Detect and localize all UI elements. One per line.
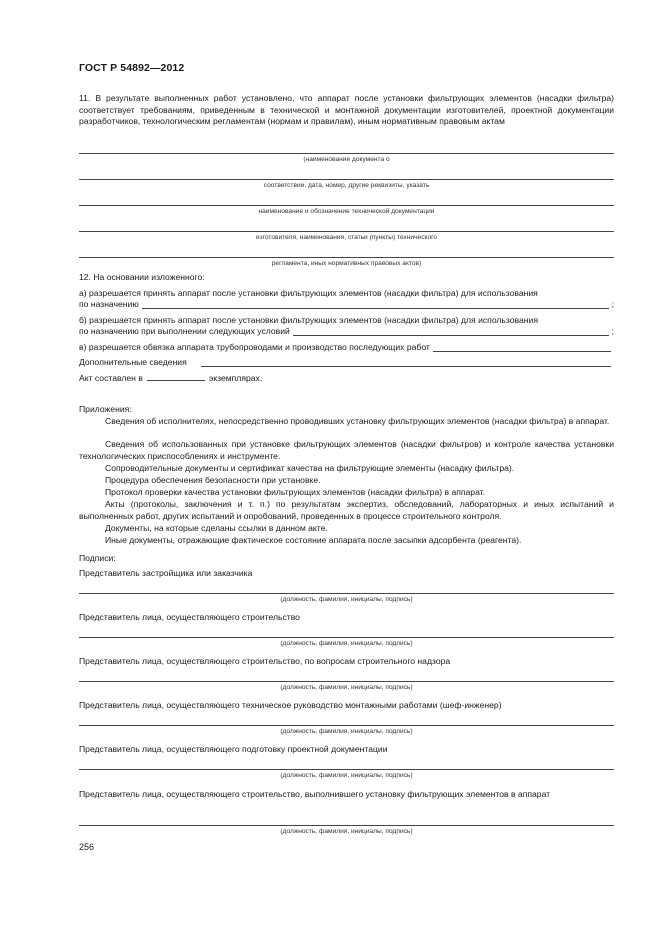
item-b-line2 — [79, 326, 614, 338]
appendix-title: Приложения: — [79, 404, 132, 414]
fill-line — [433, 351, 611, 352]
item-12-heading: 12. На основании изложенного: — [79, 272, 205, 282]
signature-line — [79, 725, 614, 726]
signature-line — [79, 769, 614, 770]
signature-caption: (должность, фамилия, инициалы, подпись) — [280, 640, 413, 647]
signature-line — [79, 593, 614, 594]
field-caption: изготовителя, наименования, статьи (пункты) технического — [255, 234, 438, 241]
page-number: 256 — [79, 842, 95, 852]
fill-line — [79, 153, 614, 154]
signer-label: Представитель лица, осуществляющего строительство — [79, 612, 300, 622]
signature-caption: (должность, фамилия, инициалы, подпись) — [280, 684, 413, 691]
signature-line — [79, 637, 614, 638]
semicolon: ; — [611, 326, 614, 336]
signature-line — [79, 681, 614, 682]
appendix-item: Процедура обеспечения безопасности при установке. — [105, 475, 321, 485]
act-copies-row — [79, 373, 614, 385]
item-a-label: по назначению — [79, 299, 139, 309]
fill-line — [79, 231, 614, 232]
act-copies-prefix: Акт составлен в — [79, 373, 143, 383]
item-v-row — [79, 342, 614, 354]
appendix-item: Сопроводительные документы и сертификат качества на фильтрующие элементы (насадку фильтра). — [105, 463, 515, 473]
signature-caption: (должность, фамилия, инициалы, подпись) — [280, 728, 413, 735]
field-caption: соответствии, дата, номер, другие реквизиты, указать — [263, 182, 430, 189]
fill-line — [142, 308, 609, 309]
appendix-item: Акты (протоколы, заключения и т. п.) по результатам экспертиз, обследований, лабораторных и иных испытаний и выполненных работ, других испытаний и опробований, проведенных в процессе строительного контроля. — [79, 499, 614, 521]
item-v-label: в) разрешается обвязка аппарата трубопроводами и производство последующих работ — [79, 342, 430, 352]
item-b-line1: б) разрешается принять аппарат после установки фильтрующих элементов (насадки фильтра) для использования — [79, 315, 538, 325]
item-a-line2 — [79, 299, 614, 311]
signature-caption: (должность, фамилия, инициалы, подпись) — [280, 596, 413, 603]
fill-line — [147, 380, 205, 381]
field-caption: (наименование документа о — [303, 156, 390, 163]
signer-label: Представитель лица, осуществляющего техническое руководство монтажными работами (шеф-инженер) — [79, 700, 502, 710]
signature-line — [79, 825, 614, 826]
item-a-line1: а) разрешается принять аппарат после установки фильтрующих элементов (насадки фильтра) для использования — [79, 288, 538, 298]
field-caption: наименование и обозначение технической документации — [258, 208, 435, 215]
extra-info-label: Дополнительные сведения — [79, 357, 187, 367]
fill-line — [79, 179, 614, 180]
appendix-item: Документы, на которые сделаны ссылки в данном акте. — [105, 523, 328, 533]
signer-label: Представитель лица, осуществляющего строительство, выполнившего установку фильтрующих элементов в аппарат — [79, 789, 551, 799]
extra-info-row — [79, 357, 614, 369]
item-b-label: по назначению при выполнении следующих условий — [79, 326, 290, 336]
fill-line — [201, 366, 611, 367]
signer-label: Представитель лица, осуществляющего подготовку проектной документации — [79, 744, 388, 754]
appendix-item: Сведения об исполнителях, непосредственно проводивших установку фильтрующих элементов (насадки фильтра) в аппарат. — [105, 416, 610, 426]
signatures-title: Подписи: — [79, 553, 116, 563]
semicolon: ; — [611, 299, 614, 309]
act-copies-suffix: экземплярах. — [208, 373, 263, 383]
item-11-text: 11. В результате выполненных работ установлено, что аппарат после установки фильтрующих элементов (насадки фильтра) соответствует требованиям, приведенным в технической и монтажной документации изготовителей, проектной документации разработчиков, технологическим регламентам (нормам и правилам), иным нормативным правовым актам — [79, 93, 614, 127]
signature-caption: (должность, фамилия, инициалы, подпись) — [280, 772, 413, 779]
signer-label: Представитель лица, осуществляющего строительство, по вопросам строительного надзора — [79, 656, 451, 666]
appendix-item: Иные документы, отражающие фактическое состояние аппарата после засыпки адсорбента (реагента). — [105, 535, 522, 545]
fill-line — [79, 257, 614, 258]
appendix-item: Сведения об использованных при установке фильтрующих элементов (насадки фильтров) и контроле качества установки технологических приспособлениях и инструменте. — [79, 439, 614, 461]
signer-label: Представитель застройщика или заказчика — [79, 568, 253, 578]
signature-caption: (должность, фамилия, инициалы, подпись) — [280, 828, 413, 835]
fill-line — [293, 335, 609, 336]
standard-header: ГОСТ Р 54892—2012 — [79, 62, 185, 74]
fill-line — [79, 205, 614, 206]
appendix-item: Протокол проверки качества установки фильтрующих элементов (насадки фильтра) в аппарат. — [105, 487, 486, 497]
field-caption: регламента, иных нормативных правовых актов) — [271, 260, 422, 267]
